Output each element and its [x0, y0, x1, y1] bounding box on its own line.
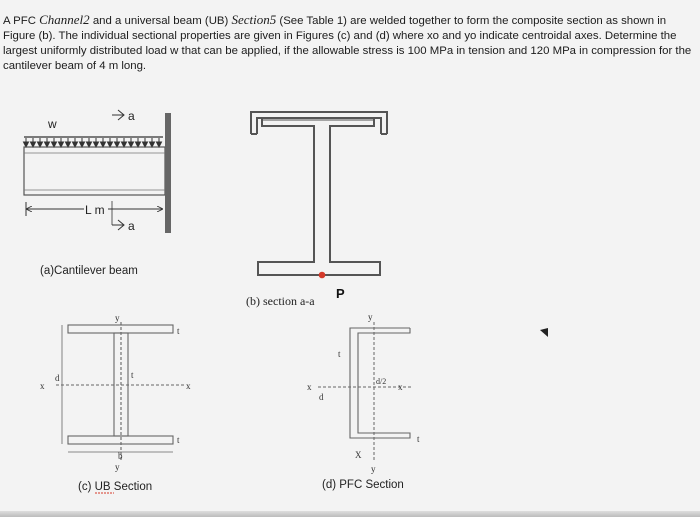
udl-arrowhead	[73, 142, 78, 147]
svg-text:y: y	[368, 312, 373, 322]
svg-text:d: d	[319, 392, 324, 402]
udl-arrowhead	[136, 142, 141, 147]
section-label-bottom: a	[128, 219, 135, 233]
udl-arrowhead	[129, 142, 134, 147]
svg-text:t: t	[131, 370, 134, 380]
caption-c: (c) UB Section	[78, 481, 153, 493]
channel-name: Channel2	[39, 12, 90, 27]
svg-text:t: t	[177, 435, 180, 445]
udl-arrowhead	[150, 142, 155, 147]
beam-outline	[24, 147, 165, 195]
udl-arrowhead	[52, 142, 57, 147]
point-p-label: P	[336, 286, 345, 301]
fixed-support-wall	[165, 113, 171, 233]
udl-arrowhead	[94, 142, 99, 147]
cursor-icon	[540, 328, 548, 337]
svg-text:x: x	[307, 382, 312, 392]
svg-text:t: t	[338, 349, 341, 359]
udl-arrowhead	[66, 142, 71, 147]
length-label: L m	[85, 203, 105, 217]
svg-text:x: x	[398, 382, 403, 392]
udl-arrowhead	[115, 142, 120, 147]
svg-text:d/2: d/2	[376, 377, 387, 386]
point-p-marker	[319, 272, 326, 279]
svg-text:t: t	[417, 434, 420, 444]
udl-arrowhead	[122, 142, 127, 147]
svg-text:t: t	[177, 326, 180, 336]
figure-c-ub-section	[40, 313, 191, 493]
udl-arrowhead	[108, 142, 113, 147]
caption-c-ub: UB	[94, 481, 111, 493]
problem-statement: A PFC Channel2 and a universal beam (UB) Section5 (See Table 1) are welded together to form the composite section as shown in Figure (b). The individual sectional properties are given in Figures (c) and (d) where xo and yo indicate centroidal axes. Determine the largest uniformly distributed load w that can be applied, if the allowable stress is 100 MPa in tension and 120 MPa in compression for the cantilever beam of 4 m long.	[3, 12, 692, 72]
udl-arrowhead	[80, 142, 85, 147]
load-label-w: w	[48, 117, 57, 131]
caption-b: (b) section a-a	[246, 294, 315, 308]
udl-arrowhead	[31, 142, 36, 147]
udl-arrows	[24, 138, 162, 147]
udl-arrowhead	[24, 142, 29, 147]
figure-d-pfc-section	[307, 312, 420, 491]
svg-text:y: y	[115, 313, 120, 323]
svg-text:b: b	[118, 451, 123, 461]
svg-text:y: y	[115, 462, 120, 472]
svg-text:d: d	[55, 373, 60, 383]
udl-arrowhead	[38, 142, 43, 147]
caption-d: (d) PFC Section	[322, 479, 404, 491]
svg-text:x: x	[40, 381, 45, 391]
udl-arrowhead	[45, 142, 50, 147]
section-name: Section5	[231, 12, 277, 27]
caption-a: (a)Cantilever beam	[40, 265, 138, 277]
udl-arrowhead	[143, 142, 148, 147]
svg-text:y: y	[371, 464, 376, 474]
ub-outline	[258, 118, 380, 275]
svg-text:X: X	[355, 450, 362, 460]
channel-outer	[251, 112, 387, 134]
figure-b-composite-section	[246, 112, 387, 308]
section-label-top: a	[128, 109, 135, 123]
svg-text:x: x	[186, 381, 191, 391]
udl-arrowhead	[87, 142, 92, 147]
udl-arrowhead	[101, 142, 106, 147]
figure-a-cantilever	[24, 109, 172, 277]
udl-arrowhead	[59, 142, 64, 147]
udl-arrowhead	[157, 142, 162, 147]
